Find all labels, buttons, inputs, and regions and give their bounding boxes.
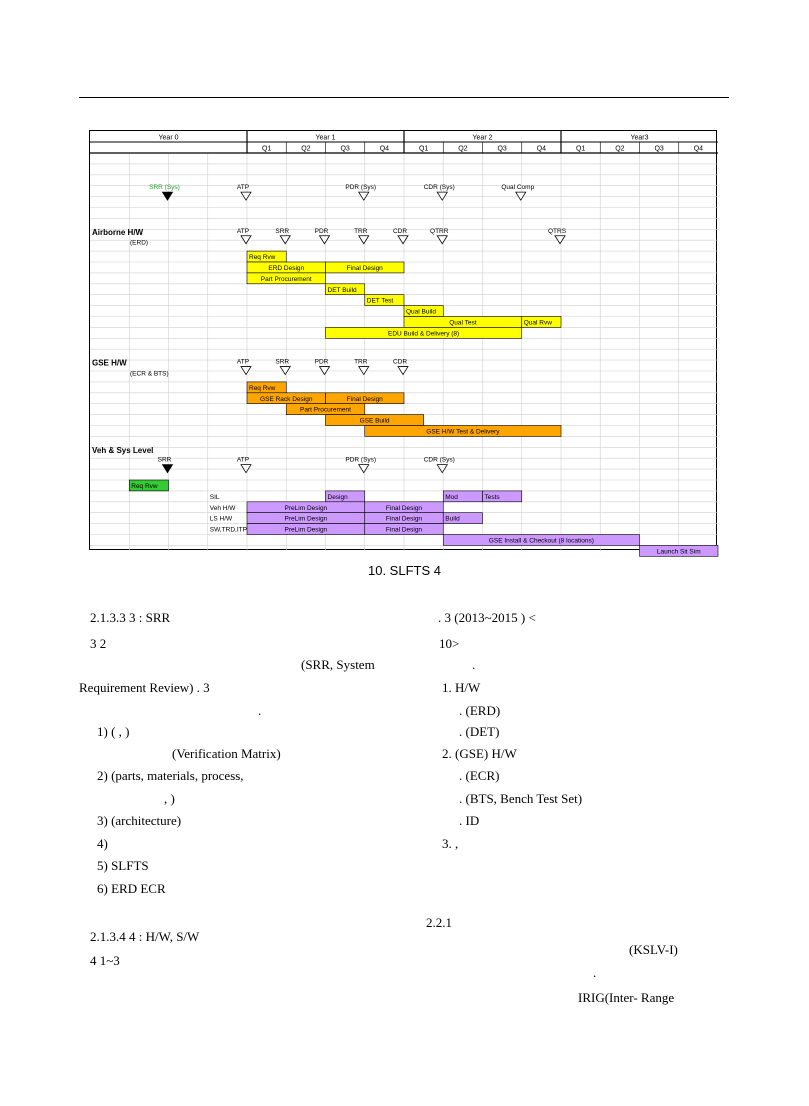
figure-caption: 10. SLFTS 4 bbox=[368, 563, 441, 578]
task-label: ERD Design bbox=[268, 265, 305, 272]
row-label: LS H/W bbox=[209, 515, 233, 523]
milestone-label: QTRR bbox=[430, 227, 449, 235]
left-line-3: (SRR, System bbox=[301, 657, 375, 672]
milestone-marker bbox=[280, 236, 290, 244]
milestone-marker bbox=[359, 192, 369, 200]
milestone-label: PDR (Sys) bbox=[345, 184, 377, 192]
quarter-label: Q2 bbox=[301, 145, 311, 153]
task-label: Mod bbox=[445, 493, 458, 501]
milestone-label: PDR (Sys) bbox=[345, 456, 377, 464]
section-label: Airborne H/W bbox=[92, 227, 144, 237]
milestone-marker bbox=[241, 367, 251, 375]
task-label: GSE Install & Checkout (8 locations) bbox=[488, 537, 594, 545]
left-line-6: 1) ( , ) bbox=[97, 724, 130, 739]
right-line-14: . bbox=[593, 965, 597, 980]
task-label: Req Rvw bbox=[249, 254, 276, 262]
task-label: Final Design bbox=[385, 504, 423, 512]
milestone-marker bbox=[359, 465, 369, 473]
milestone-marker bbox=[398, 367, 408, 375]
left-line-12: 5) SLFTS bbox=[97, 858, 149, 873]
right-line-1: . 3 (2013~2015 ) < bbox=[438, 610, 536, 625]
quarter-label: Q3 bbox=[497, 145, 507, 153]
milestone-marker bbox=[241, 236, 251, 244]
milestone-label: TRR bbox=[354, 358, 368, 366]
period-label: Year 0 bbox=[158, 134, 179, 142]
milestone-label: CDR (Sys) bbox=[423, 184, 455, 192]
task-label: PreLim Design bbox=[284, 526, 328, 534]
task-label: PreLim Design bbox=[284, 515, 328, 523]
task-label: DET Build bbox=[327, 286, 357, 294]
row-label: Veh H/W bbox=[209, 504, 236, 512]
milestone-marker bbox=[163, 465, 173, 473]
milestone-label: SRR bbox=[275, 358, 290, 366]
task-label: Part Procurement bbox=[260, 275, 312, 283]
milestone-marker bbox=[398, 236, 408, 244]
task-label: GSE Rack Design bbox=[260, 395, 313, 403]
left-line-9: , ) bbox=[164, 791, 175, 806]
right-line-5: . (ERD) bbox=[459, 703, 501, 718]
milestone-label: TRR bbox=[354, 227, 368, 235]
milestone-label: ATP bbox=[236, 184, 250, 192]
milestone-label: ATP bbox=[236, 227, 250, 235]
milestone-label: SRR bbox=[157, 456, 172, 464]
milestone-marker bbox=[163, 192, 173, 200]
milestone-marker bbox=[437, 192, 447, 200]
milestone-marker bbox=[359, 367, 369, 375]
task-label: GSE Build bbox=[359, 417, 390, 425]
section-label: Veh & Sys Level bbox=[92, 445, 154, 455]
task-label: GSE H/W Test & Delivery bbox=[426, 428, 500, 436]
milestone-label: CDR bbox=[392, 227, 408, 235]
right-line-15: IRIG(Inter- Range bbox=[578, 990, 675, 1005]
task-label: PreLim Design bbox=[284, 504, 328, 512]
milestone-label: CDR bbox=[392, 358, 408, 366]
section-sublabel: (ERD) bbox=[130, 239, 149, 247]
left-line-11: 4) bbox=[97, 836, 108, 851]
quarter-label: Q2 bbox=[615, 145, 625, 153]
milestone-label: CDR (Sys) bbox=[423, 456, 455, 464]
milestone-label: SRR bbox=[275, 227, 290, 235]
left-line-15: 4 1~3 bbox=[90, 953, 120, 968]
left-line-8: 2) (parts, materials, process, bbox=[97, 768, 244, 783]
task-label: Final Design bbox=[385, 515, 423, 523]
slfts-schedule-chart bbox=[89, 130, 717, 556]
quarter-label: Q4 bbox=[536, 145, 547, 153]
milestone-marker bbox=[555, 236, 565, 244]
task-label: EDU Build & Delivery (8) bbox=[388, 330, 460, 338]
left-line-2: 3 2 bbox=[90, 636, 107, 651]
milestone-label: QTRS bbox=[547, 227, 567, 235]
task-label: Final Design bbox=[385, 526, 423, 534]
task-label: Build bbox=[445, 515, 460, 523]
left-line-7: (Verification Matrix) bbox=[172, 746, 281, 761]
right-line-4: 1. H/W bbox=[442, 680, 481, 695]
right-line-2: 10> bbox=[439, 636, 460, 651]
milestone-label: ATP bbox=[236, 358, 250, 366]
task-label: Tests bbox=[484, 493, 500, 501]
left-line-14: 2.1.3.4 4 : H/W, S/W bbox=[90, 929, 200, 944]
left-line-1: 2.1.3.3 3 : SRR bbox=[90, 610, 171, 625]
task-label: Launch Sit Sim bbox=[656, 548, 701, 556]
quarter-label: Q4 bbox=[693, 145, 704, 153]
left-line-10: 3) (architecture) bbox=[97, 813, 182, 828]
milestone-marker bbox=[280, 367, 290, 375]
left-line-4: Requirement Review) . 3 bbox=[79, 680, 210, 695]
section-sublabel: (ECR & BTS) bbox=[130, 370, 169, 378]
milestone-marker bbox=[241, 192, 251, 200]
period-label: Year 2 bbox=[472, 134, 493, 142]
milestone-marker bbox=[516, 192, 526, 200]
quarter-label: Q1 bbox=[575, 145, 586, 153]
task-label: Part Procurement bbox=[300, 406, 351, 414]
quarter-label: Q3 bbox=[340, 145, 350, 153]
right-line-12: 2.2.1 bbox=[426, 915, 452, 930]
task-label: Final Design bbox=[346, 395, 383, 403]
milestone-marker bbox=[241, 465, 251, 473]
milestone-marker bbox=[320, 367, 330, 375]
milestone-marker bbox=[437, 236, 447, 244]
task-label: Final Design bbox=[346, 265, 383, 272]
right-line-11: 3. , bbox=[442, 836, 459, 851]
task-label: Design bbox=[327, 493, 348, 501]
period-label: Year3 bbox=[630, 134, 649, 142]
milestone-marker bbox=[320, 236, 330, 244]
task-label: Req Rvw bbox=[131, 483, 158, 490]
right-line-8: . (ECR) bbox=[459, 768, 500, 783]
milestone-marker bbox=[437, 465, 447, 473]
gantt-svg bbox=[90, 131, 718, 556]
quarter-label: Q4 bbox=[379, 145, 390, 153]
quarter-label: Q2 bbox=[458, 145, 468, 153]
task-label: Qual Test bbox=[449, 319, 477, 327]
right-line-7: 2. (GSE) H/W bbox=[442, 746, 517, 761]
row-label: SIL bbox=[209, 493, 220, 501]
period-label: Year 1 bbox=[315, 134, 336, 142]
right-line-6: . (DET) bbox=[459, 724, 500, 739]
quarter-label: Q3 bbox=[654, 145, 664, 153]
task-label: DET Test bbox=[366, 297, 394, 305]
milestone-marker bbox=[359, 236, 369, 244]
left-line-13: 6) ERD ECR bbox=[97, 881, 166, 896]
milestone-label: PDR bbox=[314, 227, 329, 235]
milestone-label: PDR bbox=[314, 358, 329, 366]
quarter-label: Q1 bbox=[261, 145, 272, 153]
task-label: Qual Build bbox=[406, 308, 436, 316]
quarter-label: Q1 bbox=[418, 145, 429, 153]
milestone-label: Qual Comp bbox=[501, 184, 535, 192]
task-label: Req Rvw bbox=[249, 384, 276, 392]
milestone-label: ATP bbox=[236, 456, 250, 464]
right-line-10: . ID bbox=[459, 813, 480, 828]
milestone-label: SRR (Sys) bbox=[149, 184, 180, 192]
row-label: SW,TRD,ITP bbox=[209, 526, 247, 534]
right-line-3: . bbox=[472, 657, 476, 672]
section-label: GSE H/W bbox=[92, 358, 127, 368]
right-line-9: . (BTS, Bench Test Set) bbox=[459, 791, 583, 806]
task-label: Qual Rvw bbox=[523, 319, 552, 327]
header-rule bbox=[79, 97, 729, 98]
left-line-5: . bbox=[258, 703, 262, 718]
right-line-13: (KSLV-I) bbox=[629, 942, 678, 957]
